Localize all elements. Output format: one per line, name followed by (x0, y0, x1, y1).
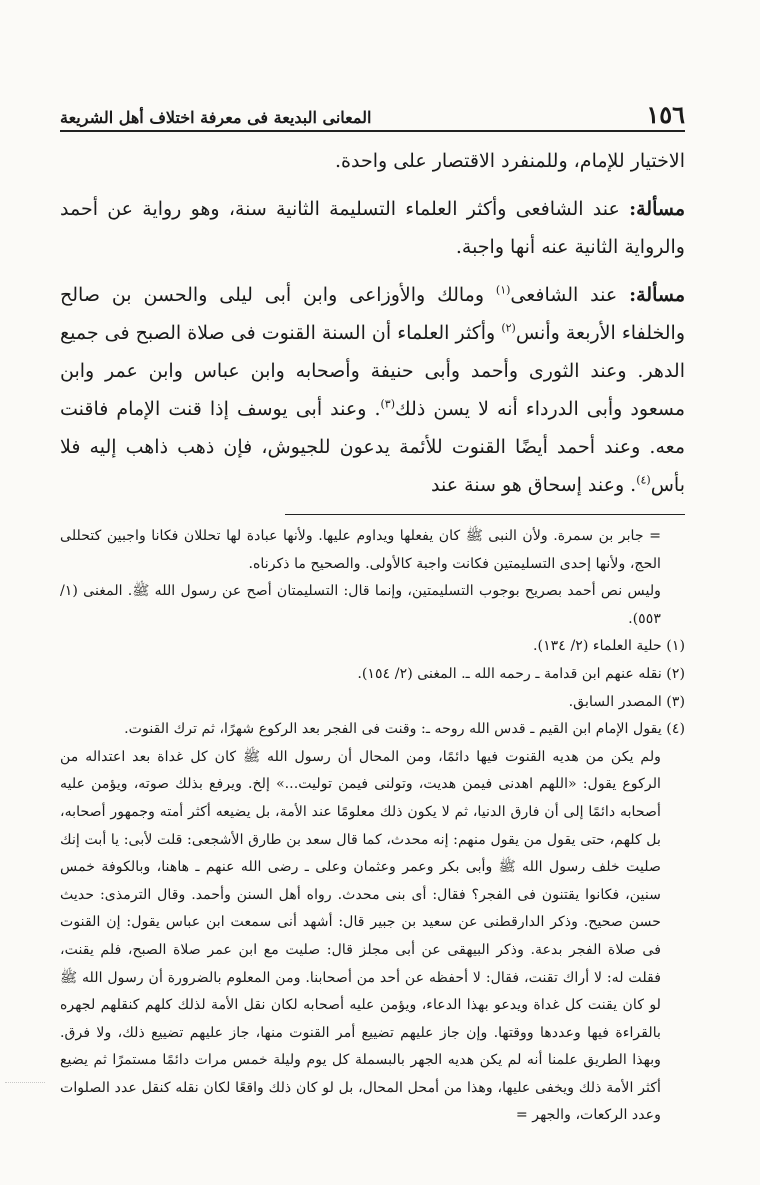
footnote-3: (٣) المصدر السابق. (568, 693, 685, 710)
margin-mark (5, 1082, 45, 1083)
issue-label: مسألة: (629, 284, 686, 306)
footnote-ref-2[interactable]: (٢) (501, 321, 516, 335)
paragraph-2 (60, 190, 685, 266)
footnote-continuation: = جابر بن سمرة. ولأن النبى ﷺ كان يفعلها ويداوم عليها. ولأنها عبادة لها تحللان فكانا واجبين كتحللى الحج، ولأنها إحدى التسليمتين فكانت واجبة كالأولى. والصحيح ما ذكرناه. (60, 528, 661, 572)
footnote-1: (١) حلية العلماء (٢/ ١٣٤). (533, 638, 685, 655)
page-number: ١٥٦ (646, 100, 685, 129)
footnote-ref-3[interactable]: (٣) (380, 397, 396, 411)
footnote-2: (٢) نقله عنهم ابن قدامة ـ رحمه الله ـ. المغنى (٢/ ١٥٤). (357, 665, 685, 682)
footnotes (60, 523, 685, 1130)
book-page (60, 100, 685, 1130)
footnote-continuation-2: وليس نص أحمد بصريح بوجوب التسليمتين، وإنما قال: التسليمتان أصح عن رسول الله ﷺ. المغنى (١/ ٥٥٣). (60, 583, 661, 627)
footnote-4: (٤) يقول الإمام ابن القيم ـ قدس الله روحه ـ: وقنت فى الفجر بعد الركوع شهرًا، ثم ترك القنوت. (124, 721, 685, 738)
text-segment: وأكثر العلماء أن السنة القنوت فى صلاة الصبح فى جميع الدهر. وعند الثورى وأحمد وأبى حنيفة وأصحابه وابن عباس وابن عمر وابن مسعود وأبى الدرداء أنه لا يسن ذلك (60, 322, 685, 420)
paragraph-3 (60, 276, 685, 504)
issue-label: مسألة: (629, 198, 685, 220)
paragraph-2-text: عند الشافعى وأكثر العلماء التسليمة الثانية سنة، وهو رواية عن أحمد والرواية الثانية عنه أنها واجبة. (60, 198, 685, 258)
paragraph-1: الاختيار للإمام، وللمنفرد الاقتصار على واحدة. (334, 150, 685, 172)
text-segment: . وعند إسحاق هو سنة عند (431, 474, 637, 496)
running-title: المعانى البديعة فى معرفة اختلاف أهل الشريعة (60, 108, 372, 127)
page-header (60, 100, 685, 132)
main-text (60, 142, 685, 504)
footnote-ref-4[interactable]: (٤) (636, 473, 651, 487)
text-segment: عند الشافعى (510, 284, 630, 306)
text-segment: ومالك والأوزاعى وابن أبى ليلى والحسن بن صالح والخلفاء الأربعة وأنس (60, 284, 685, 344)
footnote-4-body: ولم يكن من هديه القنوت فيها دائمًا، ومن المحال أن رسول الله ﷺ كان كل غداة بعد اعتداله من الركوع يقول: «اللهم اهدنى فيمن هديت، وتولنى فيمن توليت...» إلخ. ويرفع بذلك صوته، ويؤمن عليه أصحابه دائمًا إلى أن فارق الدنيا، ثم لا يكون ذلك معلومًا عند الأمة، بل يضيعه أكثر أمته وجمهور أصحابه، بل كلهم، حتى يقول من يقول منهم: إنه محدث، كما قال سعد بن طارق الأشجعى: قلت لأبى: يا أبت إنك صليت خلف رسول الله ﷺ وأبى بكر وعمر وعثمان وعلى ـ رضى الله عنهم ـ هاهنا، وبالكوفة خمس سنين، فكانوا يقتنون فى الفجر؟ فقال: أى بنى محدث. رواه أهل السنن وأحمد. وقال الترمذى: حديث حسن صحيح. وذكر الدارقطنى عن سعيد بن جبير قال: أشهد أنى سمعت ابن عباس يقول: إن القنوت فى صلاة الفجر بدعة. وذكر البيهقى عن أبى مجلز قال: صليت مع ابن عمر صلاة الصبح، فلم يقنت، فقلت له: لا أراك تقنت، فقال: لا أحفظه عن أحد من أصحابنا. ومن المعلوم بالضرورة أن رسول الله ﷺ لو كان يقنت كل غداة ويدعو بهذا الدعاء، ويؤمن عليه أصحابه لكان نقل الأمة لذلك كلهم كنقلهم لجهره بالقراءة فيها وعددها ووقتها. وإن جاز عليهم تضييع أمر القنوت منها، جاز عليهم تضييع ذلك، ولا فرق. وبهذا الطريق علمنا أنه لم يكن هديه الجهر بالبسملة كل يوم وليلة خمس مرات دائمًا مستمرًا ثم يضيع أكثر الأمة ذلك ويخفى عليها، وهذا من أمحل المحال، بل لو كان ذلك واقعًا لكان نقله كنقل عدد الصلوات وعدد الركعات، والجهر = (60, 748, 661, 1124)
footnote-separator (285, 514, 685, 515)
footnote-ref-1[interactable]: (١) (495, 283, 511, 297)
text-segment: . وعند أبى يوسف إذا قنت الإمام فاقنت معه. وعند أحمد أيضًا القنوت للأئمة يدعون للجيوش، فإن ذهب ذاهب إليه فلا بأس (60, 398, 685, 496)
